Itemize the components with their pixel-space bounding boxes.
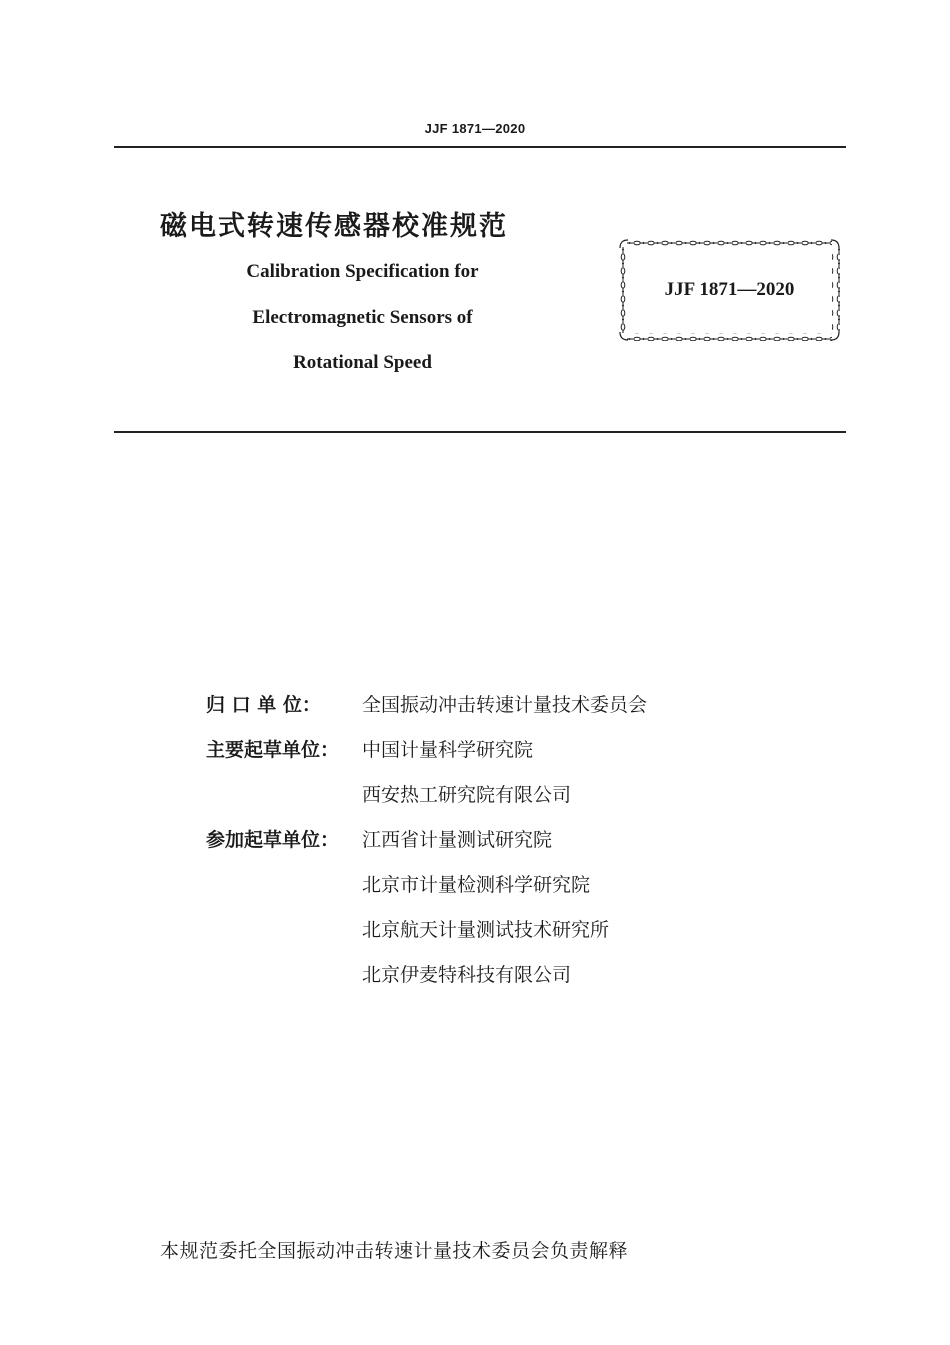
org-row-participating — [206, 825, 647, 870]
title-english-line1: Calibration Specification for — [246, 261, 479, 282]
org-row-responsible — [206, 690, 647, 735]
org-row-participating-cont — [206, 915, 647, 960]
org-row-participating-cont — [206, 960, 647, 1005]
org-row-main-drafter — [206, 735, 647, 780]
standard-code-box — [619, 239, 840, 341]
top-divider — [114, 146, 846, 148]
standard-code-header: JJF 1871—2020 — [424, 121, 526, 136]
org-label: 参加起草单位： — [206, 829, 340, 851]
org-value: 北京市计量检测科学研究院 — [362, 874, 591, 896]
drafting-organizations — [206, 690, 647, 1005]
org-label: 主要起草单位： — [206, 739, 340, 761]
interpretation-note: 本规范委托全国振动冲击转速计量技术委员会负责解释 — [160, 1240, 629, 1262]
org-value: 北京航天计量测试技术研究所 — [362, 919, 610, 941]
org-row-participating-cont — [206, 870, 647, 915]
org-value: 中国计量科学研究院 — [362, 739, 534, 761]
org-value: 全国振动冲击转速计量技术委员会 — [362, 694, 648, 716]
bottom-divider — [114, 431, 846, 433]
title-chinese: 磁电式转速传感器校准规范 — [160, 211, 508, 242]
org-value: 西安热工研究院有限公司 — [362, 784, 572, 806]
org-label: 归 口 单 位： — [206, 694, 321, 716]
org-value: 北京伊麦特科技有限公司 — [362, 964, 572, 986]
title-english-line2: Electromagnetic Sensors of — [252, 307, 473, 328]
org-row-main-drafter-cont — [206, 780, 647, 825]
title-english-line3: Rotational Speed — [293, 352, 432, 373]
org-value: 江西省计量测试研究院 — [362, 829, 553, 851]
standard-code-box-text: JJF 1871—2020 — [664, 279, 795, 300]
